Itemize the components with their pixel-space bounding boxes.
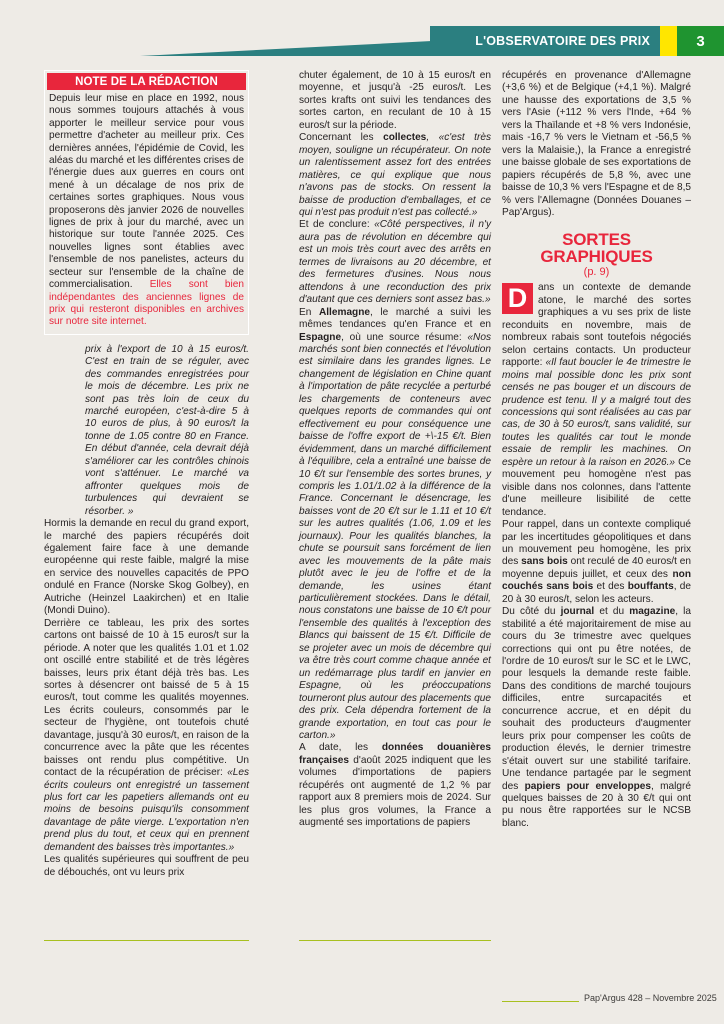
paragraph-text: Pour rappel, dans un contexte compliqué par les incertitudes géopolitiques et dans un mouvement peu homogène, les prix des (502, 519, 691, 568)
paragraph-text: , le marché a suivi les mêmes tendances qu'en France et en (299, 306, 491, 331)
header-title-bar (430, 26, 660, 56)
column-rule-middle (299, 940, 491, 941)
paragraph (502, 606, 691, 830)
page-number-badge (677, 26, 724, 56)
paragraph-quote: «Les écrits couleurs ont enregistré un tassement plus fort car les papetiers allemands ont eu moins de besoins puisqu'ils consomment davantage de pâte vierge. L'exportation n'en prend plus du tout, et ceux qui en prennent demandent des baisses très importantes.» (44, 767, 249, 853)
paragraph: Les qualités supérieures qui souffrent de peu de débouchés, ont vu leurs prix (44, 854, 249, 878)
keyword-espagne: Espagne (299, 331, 342, 343)
paragraph (299, 742, 491, 829)
paragraph-text: , la stabilité a été majoritairement de mise au cours du 3e trimestre avec quelques corrections qui ont pu être notées, de l'ordre de 10 euros/t sur le SC et le LWC, pour lesquels la demande reste faible. Dans des conditions de marché toujours difficiles, entre surcapacités et concurrence accrue, et en dépit du souhait des producteurs d'augmenter leurs prix pour compenser les coûts de production élevés, le dernier trimestre s'était ouvert sur une stabilité tarifaire. Une tendance partagée par le segment des (502, 606, 691, 792)
section-heading-line1: SORTES (562, 230, 631, 250)
article-columns (0, 70, 724, 1000)
editorial-note-paragraph: Depuis leur mise en place en 1992, nous nous sommes toujours attachés à vous apporter le meilleur service pour vous permettre d'acheter au meilleur prix. Ces dernières années, l'épidémie de Covid, les aléas du marché et les différentes crises de l'énergie dues aux guerres en cours ont mené à un décalage de nos prix de certaines sortes graphiques. Nous vous proposerons dès janvier 2026 de nouvelles lignes de prix à jour du marché, avec un historique sur toute l'année 2025. Ces nouvelles lignes sont établies avec l'ensemble de nos panelistes, acteurs du secteur sur l'ensemble de la chaîne de commercialisation. (49, 93, 244, 291)
keyword-sans-bois: sans bois (521, 556, 568, 568)
paragraph-text: Et de conclure: (299, 219, 375, 231)
left-column-indented-text (44, 344, 249, 518)
paragraph-text: , malgré quelques baisses de 20 à 30 €/t qui ont pu nous être rapportées sur le NCSB blanc. (502, 780, 691, 829)
paragraph-text: d'août 2025 indiquent que les volumes d'importations de papiers récupérés ont augmenté de 1,2 % par rapport aux 8 premiers mois de 2024. Sur les plus gros volumes, la France a augmenté ses importations de papiers (299, 754, 491, 829)
section-page-reference: (p. 9) (583, 266, 610, 279)
keyword-donnees-douanieres: données douanières françaises (299, 742, 491, 766)
paragraph-text: et du (594, 606, 630, 618)
page-header (0, 0, 724, 64)
footer-text: Pap'Argus 428 – Novembre 2025 (584, 993, 717, 1003)
column-right (502, 70, 691, 830)
paragraph: prix à l'export de 10 à 15 euros/t. C'est en train de se réguler, avec des commandes enregistrées pour le mois de décembre. Les prix ne sont pas très loin de ceux du marché européen, c'est-à-dire 5 à 10 euros de plus, à 90 euros/t la tonne de 1.05 contre 80 en France. En début d'année, cela devrait déjà s'améliorer car les contrôles chinois vont s'atténuer. Le marché va affronter quelques mois de turbulences qui devraient se résorber. » (85, 343, 249, 517)
paragraph (299, 132, 491, 219)
paragraph-text: Derrière ce tableau, les prix des sortes cartons ont baissé de 10 à 15 euros/t sur la période. A noter que les qualités 1.01 et 1.02 ont oscillé entre stabilité et de très légères baisses, leurs prix étant déjà très bas. Les sortes à désencrer ont baissé de 5 à 15 euros/t, tout comme les qualités moyennes. Les écrits couleurs, consommés par le secteur de l'hygiène, ont toutefois chuté davantage, jusqu'à 30 euros/t, en raison de la concurrence avec la pâte que les récentes baisses ont rendu plus compétitive. Un contact de la récupération de préciser: (44, 617, 249, 779)
paragraph-quote: , «c'est très moyen, souligne un récupérateur. On note un ralentissement assez fort des entrées matières, ce qui explique que nous n'avons pas de stocks. On ressent la baisse de production d'emballages, et ce qui n'est pas produit n'est pas collecté.» (299, 132, 491, 218)
section-heading (502, 231, 691, 265)
paragraph: récupérés en provenance d'Allemagne (+3,6 %) et de Belgique (+4,1 %). Malgré une hausse des exportations de 3,5 % vers l'Asie (+112 % vers l'Inde, +64 % vers la Thaïlande et +8 % vers Indonésie, mais -16,7 % vers le Vietnam et -56,5 % vers la Malaisie,), la France a enregistré une baisse globale de ses exportations de papiers récupérés de 5,8 %, avec une baisse de 10,3 % vers l'Espagne et de 8,5 % vers l'Allemagne (Données Douanes – Pap'Argus). (502, 70, 691, 218)
paragraph-text: ans un contexte de demande atone, le marché des sortes graphiques a vu ses prix de liste reconduits en novembre, mais de nombreux rabais sont toutefois négociés selon certains contacts. Un producteur rapporte: (502, 282, 691, 369)
paragraph-text: ont reculé de 40 euros/t en moyenne depuis juillet, et ceux des (502, 556, 691, 580)
keyword-magazine: magazine (629, 606, 676, 618)
keyword-bouffants: bouffants (627, 581, 674, 593)
editorial-note-box (44, 70, 249, 335)
editorial-note-title: NOTE DE LA RÉDACTION (75, 75, 218, 88)
page-number: 3 (696, 32, 705, 50)
page-title: L'OBSERVATOIRE DES PRIX (475, 34, 650, 48)
paragraph (299, 307, 491, 743)
editorial-note-highlight: Elles sont bien indépendantes des anciennes lignes de prix qui resteront disponibles en archives sur notre site internet. (49, 279, 244, 328)
column-middle (299, 70, 491, 830)
editorial-note-body (45, 92, 248, 331)
keyword-journal: journal (560, 606, 595, 618)
paragraph (44, 618, 249, 855)
header-yellow-strip (660, 26, 677, 56)
paragraph-text: , où une source résume: (341, 331, 468, 343)
paragraph-text: Ce mouvement peu homogène n'est pas visible dans nos colonnes, dans l'attente d'une meilleure lisibilité de cette tendance. (502, 456, 691, 518)
paragraph-text: Concernant les (299, 132, 384, 144)
column-left (44, 70, 249, 879)
paragraph-text: et des (593, 581, 628, 593)
paragraph-quote: «Il faut boucler le 4e trimestre le moins mal possible donc les prix sont censés ne pas bouger et un discours de prudence est tenu. Il y a malgré tout des concessions qui sont réalisées au cas par cas, de 30 à 50 euros/t, sans validité, sur toutes les qualités car tout le monde essaie de remplir les machines. On espère un retour à la raison en 2026.» (502, 357, 691, 468)
paragraph-quote: «Nos marchés sont bien connectés et l'évolution est similaire dans les grandes lignes. Le changement de législation en Chine quant à l'importation de pâte recyclée a perturbé les chargements de conteneurs avec quelques reports de commandes qui ont effectivement eu pour conséquence une baisse de l'offre export de +\-15 €/t. Bien évidemment, dans un marché difficilement à l'équilibre, cela a entraîné une baisse de 10 €/t sur l'ensemble des sortes brunes, y compris les 1.01/1.02 à la différence de la France. Concernant le désencrage, les baisses vont de 20 €/t sur le 1.11 et 10 €/t sur les autres qualités (1.06, 1.09 et les journaux). Pour les qualités blanches, la chute se poursuit sans forcément de lien avec les mouvements de la pâte mais plutôt avec le jeu de l'offre et de la demande, les usines étant particulièrement stockées. Dans le détail, nous constatons une baisse de 10 €/t pour l'ensemble des qualités à l'exception des Blancs qui baissent de 15 €/t. Difficile de se projeter avec un mois de décembre qui va être très court comme chaque année et un redémarrage plus tardif en janvier en Espagne, où les préoccupations tourneront plus autour des placements que des prix. Cela dépendra fortement de la grande exportation, en tout cas pour le carton.» (299, 331, 491, 742)
paragraph-text: En (299, 306, 319, 318)
drop-cap: D (502, 283, 533, 314)
keyword-papiers-pour-enveloppes: papiers pour enveloppes (524, 780, 652, 792)
keyword-allemagne: Allemagne (318, 306, 370, 318)
paragraph (299, 219, 491, 306)
paragraph-text: A date, les (299, 742, 382, 754)
editorial-note-header (47, 73, 246, 90)
footer-rule (502, 1001, 579, 1002)
paragraph-text: Du côté du (502, 606, 561, 618)
section-heading-line2: GRAPHIQUES (540, 247, 653, 267)
paragraph: chuter également, de 10 à 15 euros/t en moyenne, et jusqu'à -25 euros/t. Les sortes krafts ont suivi les tendances des sortes carton, en reculant de 10 à 15 euros/t sur la période. (299, 70, 491, 131)
paragraph: Hormis la demande en recul du grand export, le marché des papiers récupérés doit également faire face à une demande européenne qui reste faible, malgré la mise en service des nouvelles capacités de PPO ondulé en France (Norske Skog Golbey), en Autriche (Heinzel Laakirchen) et en Italie (Mondi Duino). (44, 518, 249, 617)
keyword-collectes: collectes (383, 132, 427, 144)
paragraph (502, 282, 691, 519)
paragraph-quote: «Côté perspectives, il n'y aura pas de révolution en décembre qui est un mois très court avec des arrêts en termes de livraisons au 20 décembre, et des fermetures d'usines. Nous nous attendons à une reconduction des prix d'autant que ces derniers sont assez bas.» (299, 219, 491, 306)
column-rule-left (44, 940, 249, 941)
paragraph (502, 519, 691, 606)
keyword-non-couches-sans-bois: non couchés sans bois (502, 568, 691, 593)
paragraph-text: , de 20 à 30 euros/t, selon les acteurs. (502, 581, 691, 605)
